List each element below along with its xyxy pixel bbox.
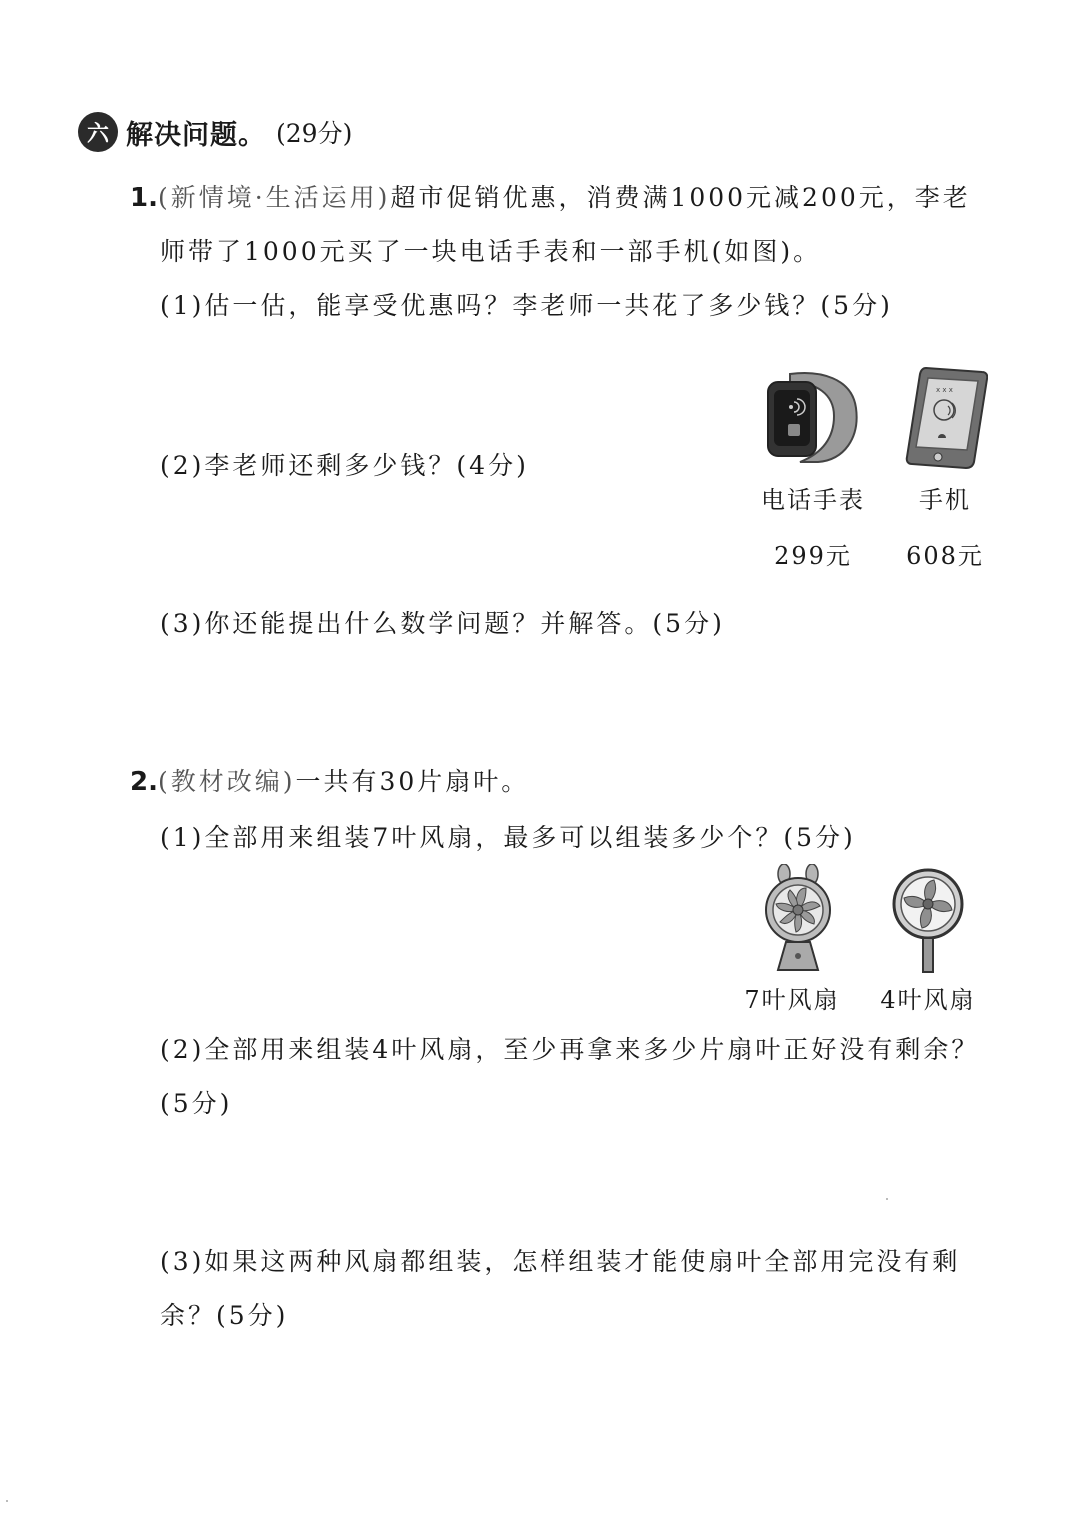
- four-blade-fan-label: 4叶风扇: [880, 986, 976, 1014]
- q2-stem-text: 一共有30片扇叶。: [295, 767, 530, 796]
- section-header: [78, 112, 352, 152]
- smartwatch-icon: [760, 368, 864, 468]
- section-title: 解决问题。: [126, 119, 266, 151]
- q1-stem-line2: 师带了1000元买了一块电话手表和一部手机(如图)。: [160, 237, 822, 266]
- four-blade-fan-icon: [890, 866, 966, 976]
- q1-stem-line1: [130, 178, 971, 214]
- q1-number: 1.: [130, 183, 158, 213]
- phone-price-label: 608元: [906, 542, 984, 570]
- q2-sub3-line2: 余？(5分): [160, 1301, 289, 1330]
- q1-tag: (新情境·生活运用): [157, 183, 391, 212]
- q2-tag: (教材改编): [157, 767, 296, 796]
- phone-name-label: 手机: [919, 486, 971, 514]
- seven-blade-fan-icon: [760, 864, 836, 976]
- watch-price-label: 299元: [774, 542, 852, 570]
- q2-stem-line: [130, 762, 529, 798]
- q2-sub1: (1)全部用来组装7叶风扇，最多可以组装多少个？(5分): [160, 823, 856, 852]
- svg-text:x x x: x x x: [936, 386, 953, 394]
- q1-sub3: (3)你还能提出什么数学问题？并解答。(5分): [160, 609, 725, 638]
- seven-blade-fan-label: 7叶风扇: [744, 986, 840, 1014]
- q2-number: 2.: [130, 767, 158, 797]
- section-number-badge: 六: [78, 112, 118, 152]
- watch-name-label: 电话手表: [761, 486, 865, 514]
- phone-icon: [904, 366, 988, 470]
- q1-sub2: (2)李老师还剩多少钱？(4分): [160, 451, 529, 480]
- q2-sub2-line2: (5分): [160, 1089, 233, 1118]
- section-score: (29分): [276, 119, 353, 148]
- scan-speck: [6, 1500, 8, 1502]
- q1-sub1: (1)估一估，能享受优惠吗？李老师一共花了多少钱？(5分): [160, 291, 893, 320]
- q2-sub2-line1: (2)全部用来组装4叶风扇，至少再拿来多少片扇叶正好没有剩余？: [160, 1035, 980, 1064]
- q1-stem-text: 超市促销优惠，消费满1000元减200元，李老: [390, 183, 971, 212]
- q2-sub3-line1: (3)如果这两种风扇都组装，怎样组装才能使扇叶全部用完没有剩: [160, 1247, 961, 1276]
- scan-speck: [886, 1198, 888, 1200]
